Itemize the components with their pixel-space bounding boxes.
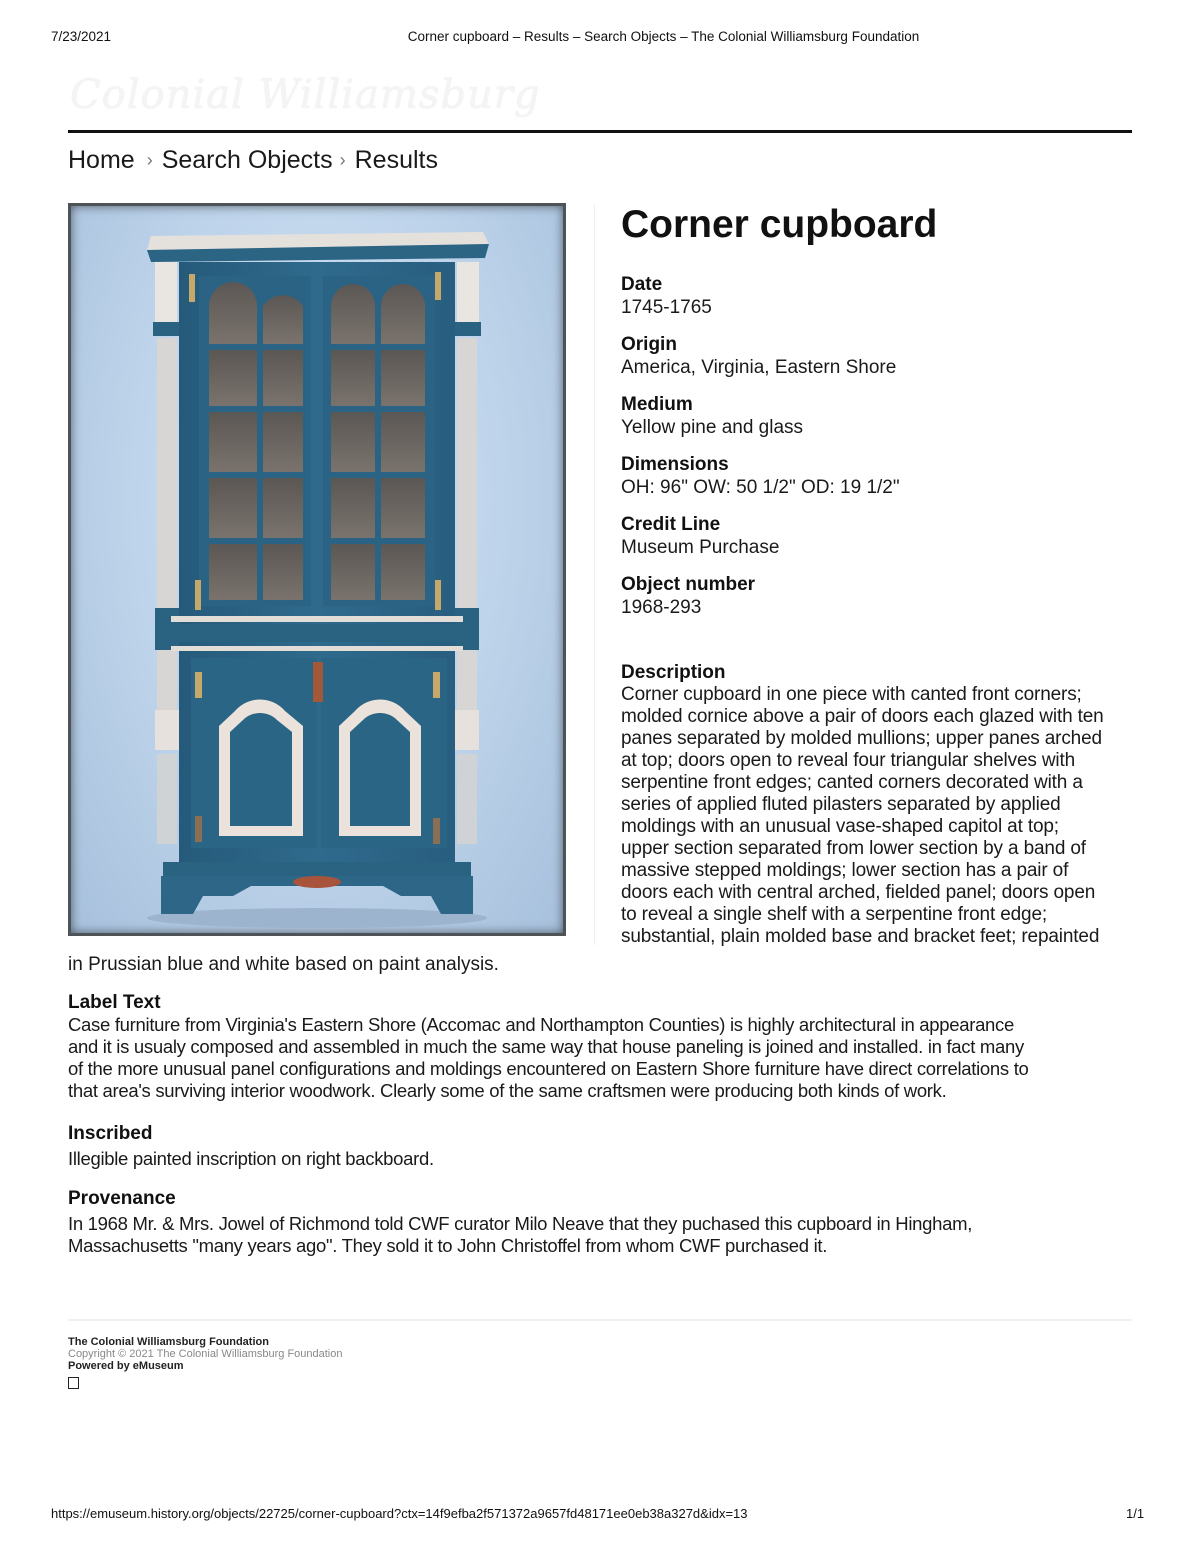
field-label: Dimensions (621, 454, 729, 475)
label-text-line: Case furniture from Virginia's Eastern Shore (Accomac and Northampton Counties) is highly architectural in appearance (68, 1014, 1014, 1035)
description-line: to reveal a single shelf with a serpentine front edge; (621, 904, 1047, 925)
breadcrumb-results[interactable]: Results (354, 146, 438, 174)
provenance-line: In 1968 Mr. & Mrs. Jowel of Richmond told CWF curator Milo Neave that they puchased this cupboard in Hingham, (68, 1213, 973, 1234)
field-label: Credit Line (621, 514, 721, 535)
print-url: https://emuseum.history.org/objects/22725/corner-cupboard?ctx=14f9efba2f571372a9657fd48171ee0eb38a327d&idx=13 (51, 1506, 748, 1521)
field-value: 1745-1765 (621, 297, 712, 318)
footer-copyright: Copyright © 2021 The Colonial Williamsburg Foundation (68, 1348, 343, 1360)
field-label: Origin (621, 334, 677, 355)
print-page-number: 1/1 (1126, 1506, 1145, 1521)
description-text (621, 684, 1141, 948)
object-photo (71, 206, 563, 933)
description-line: massive stepped moldings; lower section has a pair of (621, 860, 1069, 881)
chevron-right-icon: › (339, 150, 346, 170)
field-label-text (68, 992, 1138, 1102)
label-text-line: that area's surviving interior woodwork. Clearly some of the same craftsmen were producing both kinds of work. (68, 1080, 947, 1101)
cupboard-illustration (71, 206, 563, 933)
provenance-body (68, 1213, 1138, 1257)
field-object-number (621, 574, 1141, 620)
field-description (621, 662, 1141, 948)
provenance-line: Massachusetts "many years ago". They sold it to John Christoffel from whom CWF purchased it. (68, 1235, 828, 1256)
field-medium (621, 394, 1141, 440)
breadcrumb-home[interactable]: Home (68, 146, 135, 174)
field-date (621, 274, 1141, 320)
label-text-line: of the more unusual panel configurations and moldings encountered on Eastern Shore furniture have direct correlations to (68, 1058, 1029, 1079)
description-line: series of applied fluted pilasters separated by applied (621, 794, 1061, 815)
label-text-line: and it is usualy composed and assembled in much the same way that house paneling is joined and installed. in fact many (68, 1036, 1024, 1057)
header-divider (68, 130, 1132, 133)
description-line: at top; doors open to reveal four triangular shelves with (621, 750, 1076, 771)
footer-org[interactable]: The Colonial Williamsburg Foundation (68, 1336, 269, 1348)
field-label: Description (621, 662, 726, 683)
chevron-right-icon: › (146, 150, 153, 170)
field-credit-line (621, 514, 1141, 560)
description-line: molded cornice above a pair of doors each glazed with ten (621, 706, 1104, 727)
field-provenance (68, 1188, 1138, 1257)
field-label: Provenance (68, 1188, 176, 1209)
column-divider (594, 205, 595, 945)
object-title: Corner cupboard (621, 203, 938, 246)
field-value: Yellow pine and glass (621, 417, 804, 438)
breadcrumb (68, 146, 438, 175)
print-date: 7/23/2021 (51, 29, 112, 44)
footer-powered-by[interactable]: Powered by eMuseum (68, 1360, 184, 1372)
footer-divider (68, 1319, 1132, 1321)
field-dimensions (621, 454, 1141, 500)
field-value: OH: 96" OW: 50 1/2" OD: 19 1/2" (621, 477, 900, 498)
field-origin (621, 334, 1141, 380)
field-value: Museum Purchase (621, 537, 780, 558)
field-label: Object number (621, 574, 756, 595)
description-line: moldings with an unusual vase-shaped capitol at top; (621, 816, 1059, 837)
object-details (621, 202, 1141, 634)
label-text-body (68, 1014, 1138, 1102)
field-value: Illegible painted inscription on right backboard. (68, 1148, 434, 1169)
field-value[interactable]: America, Virginia, Eastern Shore (621, 357, 897, 378)
description-line: serpentine front edges; canted corners decorated with a (621, 772, 1083, 793)
field-label: Medium (621, 394, 693, 415)
print-page-title: Corner cupboard – Results – Search Objects – The Colonial Williamsburg Foundation (407, 29, 920, 44)
description-line: upper section separated from lower section by a band of (621, 838, 1086, 859)
field-inscribed (68, 1123, 1138, 1170)
description-line: doors each with central arched, fielded panel; doors open (621, 882, 1096, 903)
placeholder-box-icon (68, 1377, 79, 1389)
field-label: Inscribed (68, 1123, 153, 1144)
description-line: Corner cupboard in one piece with canted front corners; (621, 684, 1082, 705)
description-line: substantial, plain molded base and bracket feet; repainted (621, 926, 1100, 947)
field-label: Date (621, 274, 663, 295)
breadcrumb-search-objects[interactable]: Search Objects (161, 146, 333, 174)
site-footer (68, 1336, 343, 1389)
field-label: Label Text (68, 992, 161, 1013)
object-image[interactable] (68, 203, 566, 936)
description-line: in Prussian blue and white based on paint analysis. (68, 954, 499, 975)
field-value: 1968-293 (621, 597, 702, 618)
site-logo[interactable]: Colonial Williamsburg (70, 72, 541, 118)
description-line: panes separated by molded mullions; upper panes arched (621, 728, 1102, 749)
